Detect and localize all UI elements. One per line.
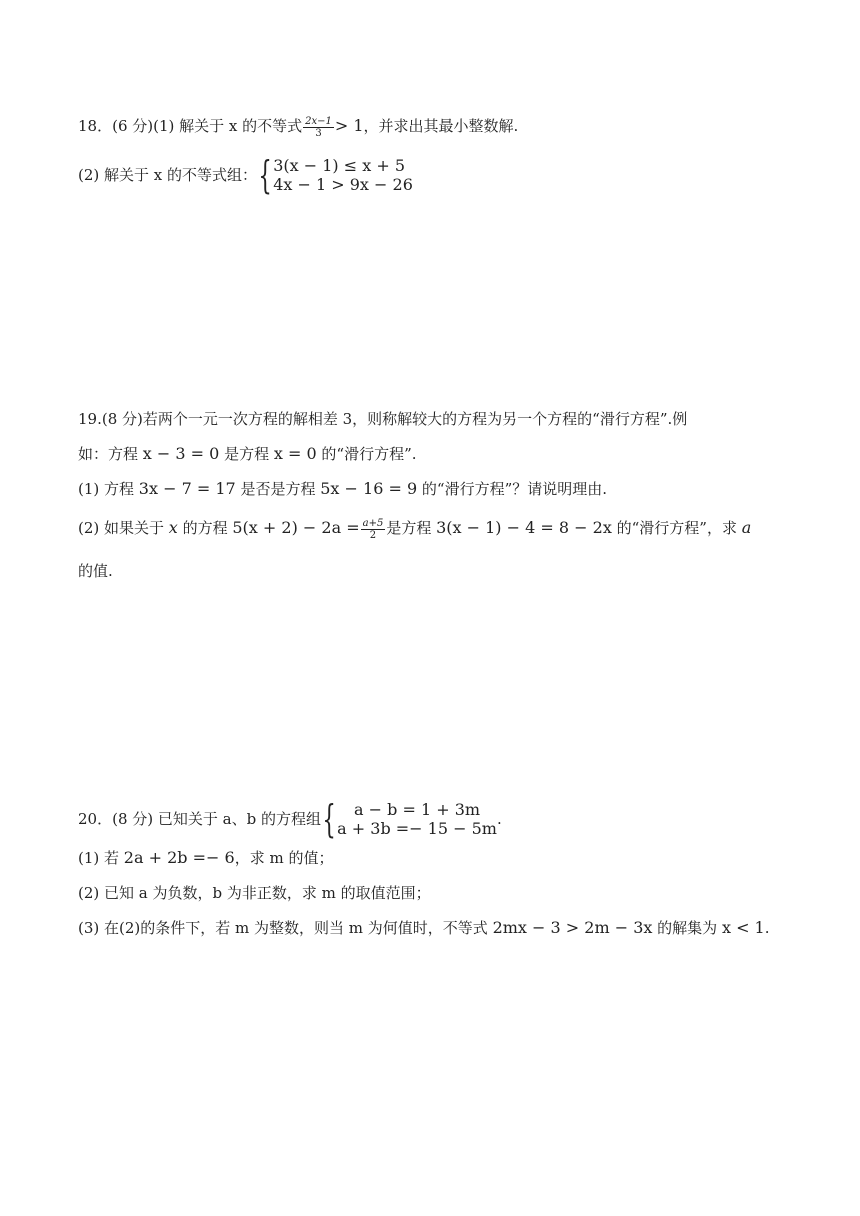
q19-part2-eq-lhs: 5(x + 2) − 2a = — [232, 518, 360, 537]
q19-part1-text2: 是否是方程 — [235, 480, 321, 498]
q18-line1 — [78, 115, 518, 139]
q20-part1-eq: 2a + 2b =− 6 — [123, 848, 235, 867]
q20-suffix-text: . — [496, 810, 502, 828]
q19-part2-text4: 的“滑行方程”，求 — [611, 519, 742, 537]
q19-example-eq2: x = 0 — [273, 444, 317, 463]
q19-fraction — [361, 518, 386, 541]
q20-prefix-text: 20．(8 分) 已知关于 a、b 的方程组 — [78, 810, 321, 828]
q20-part1-text: (1) 若 — [78, 849, 124, 867]
left-brace-icon: { — [258, 153, 272, 197]
q19-line2 — [78, 443, 417, 465]
q18-prefix-text: 18．(6 分)(1) 解关于 x 的不等式 — [78, 117, 303, 135]
q20-line2 — [78, 847, 333, 869]
q19-line5: 的值. — [78, 562, 113, 580]
q20-line4 — [78, 917, 770, 939]
q20-system-row1: a − b = 1 + 3m — [354, 800, 481, 819]
q19-part1-text: (1) 方程 — [78, 480, 139, 498]
q20-part3-period: . — [764, 919, 770, 937]
q20-part3-text2: 的解集为 — [652, 919, 722, 937]
q19-part2-eq2: 3(x − 1) − 4 = 8 − 2x — [436, 518, 612, 537]
q18-inequality-rhs: > 1 — [334, 116, 364, 135]
q20-part3-text: (3) 在(2)的条件下，若 m 为整数，则当 m 为何值时，不等式 — [78, 919, 493, 937]
q20-system-row2: a + 3b =− 15 − 5m — [337, 819, 497, 838]
q18-fraction — [303, 116, 334, 139]
q20-part3-inequality: 2mx − 3 > 2m − 3x — [492, 918, 653, 937]
q20-part3-solution: x < 1 — [721, 918, 765, 937]
q19-part1-eq1: 3x − 7 = 17 — [138, 479, 236, 498]
q18-fraction-numerator: 2x−1 — [305, 115, 332, 127]
q19-example-text3: 的“滑行方程”. — [316, 445, 417, 463]
q18-suffix-text: ，并求出其最小整数解. — [363, 117, 519, 135]
q19-part2-text: (2) 如果关于 — [78, 519, 169, 537]
q19-part1-eq2: 5x − 16 = 9 — [320, 479, 418, 498]
q19-fraction-denominator: 2 — [369, 529, 377, 541]
q19-line1: 19.(8 分)若两个一元一次方程的解相差 3，则称解较大的方程为另一个方程的“滑行方程”.例 — [78, 410, 688, 428]
left-brace-icon: { — [322, 797, 336, 841]
q18-part2-text: (2) 解关于 x 的不等式组： — [78, 166, 258, 184]
q19-example-text2: 是方程 — [219, 445, 274, 463]
q19-part2-var-x: x — [168, 518, 178, 537]
q20-system-rows — [337, 800, 497, 838]
q19-part2-var-a: a — [741, 518, 752, 537]
q18-system-rows — [273, 156, 413, 194]
q19-part2-text3: 是方程 — [386, 519, 437, 537]
q19-part2-text2: 的方程 — [177, 519, 233, 537]
q18-inequality-system — [257, 153, 413, 197]
q20-line3: (2) 已知 a 为负数，b 为非正数，求 m 的取值范围； — [78, 884, 431, 902]
q20-line1 — [78, 797, 502, 841]
q19-example-eq1: x − 3 = 0 — [142, 444, 220, 463]
q20-part1-text2: ，求 m 的值； — [234, 849, 334, 867]
q19-example-text: 如：方程 — [78, 445, 143, 463]
q19-part1-text3: 的“滑行方程”？请说明理由. — [417, 480, 608, 498]
q20-equation-system — [321, 797, 497, 841]
q18-system-row1: 3(x − 1) ≤ x + 5 — [273, 156, 406, 175]
q18-system-row2: 4x − 1 > 9x − 26 — [273, 175, 413, 194]
q19-line3 — [78, 478, 607, 500]
q18-fraction-denominator: 3 — [315, 127, 322, 139]
q19-line4 — [78, 517, 751, 541]
q19-fraction-numerator: a+5 — [362, 517, 384, 529]
q18-line2 — [78, 153, 413, 197]
